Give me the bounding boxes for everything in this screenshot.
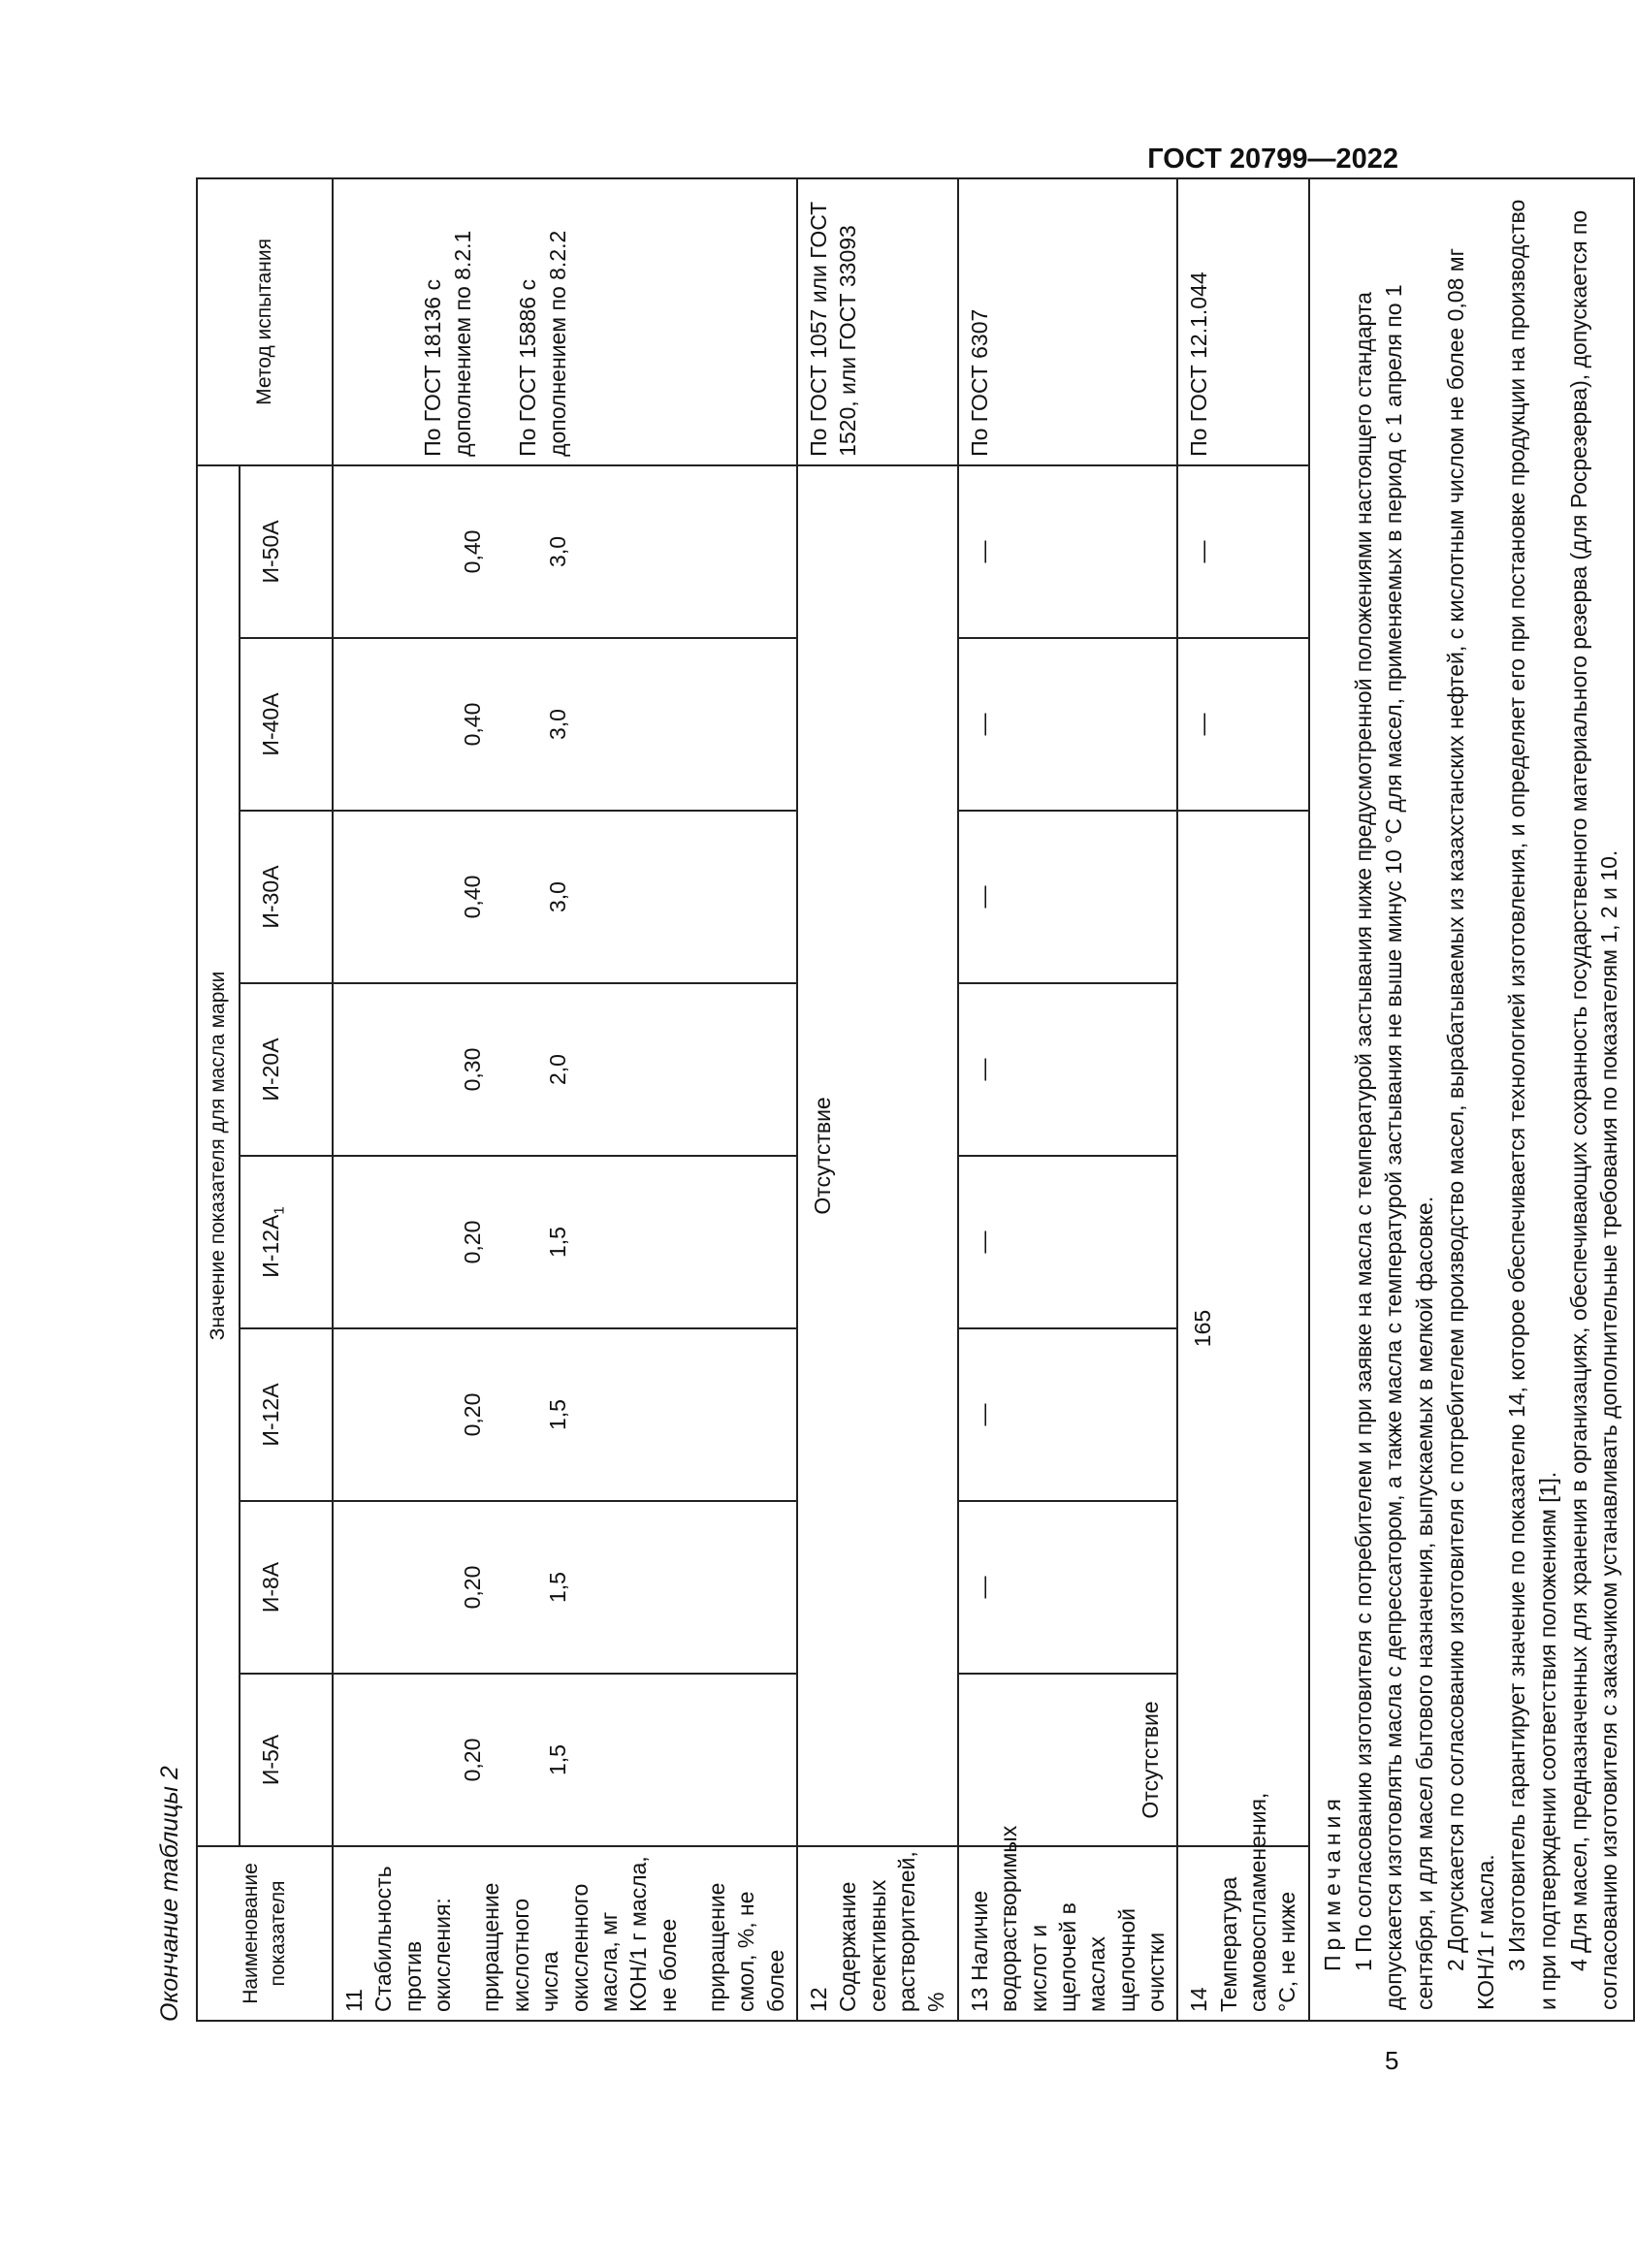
grade-header: И-8А xyxy=(240,1501,333,1674)
rotated-table-block xyxy=(156,179,1622,2022)
table-row-12 xyxy=(797,178,958,2021)
value-cell: 0,20 1,5 xyxy=(333,1156,797,1328)
row-12-value: Отсутствие xyxy=(797,465,958,1846)
value-cell: 0,30 2,0 xyxy=(333,983,797,1156)
value-cell: 0,20 1,5 xyxy=(333,1328,797,1501)
grade-header-text: И-12А xyxy=(258,1214,283,1278)
row-11-method xyxy=(333,178,797,465)
properties-table xyxy=(196,177,1635,2022)
table-row-13 xyxy=(958,178,1178,2021)
row-11-sub2-method: По ГОСТ 15886 с дополнением по 8.2.2 xyxy=(515,230,570,457)
table-caption: Окончание таблицы 2 xyxy=(156,1766,183,2022)
grade-header: И-5А xyxy=(240,1674,333,1846)
notes-row xyxy=(1309,178,1634,2021)
row-11-sub1-method: По ГОСТ 18136 с дополнением по 8.2.1 xyxy=(420,230,475,457)
grade-header: И-40А xyxy=(240,638,333,811)
row-13-method: По ГОСТ 6307 xyxy=(958,178,1178,465)
column-header-group: Значение показателя для масла марки xyxy=(197,465,240,1846)
row-13-name: 13 Наличие водорастворимых кислот и щелочей в маслах щелочной очистки xyxy=(958,1846,1178,2021)
dash-cell: — xyxy=(958,1501,1178,1674)
dash-cell: — xyxy=(958,465,1178,638)
grade-header: И-20А xyxy=(240,983,333,1156)
standard-header: ГОСТ 20799—2022 xyxy=(1147,144,1398,175)
note-item: 3 Изготовитель гарантирует значение по показателю 14, которое обеспечивается технологией изготовления, и определяет его при постановке продукции на производство и при подтверждении соответствия положениям [1]. xyxy=(1504,199,1560,2010)
value-cell: 0,40 3,0 xyxy=(333,465,797,638)
header-row xyxy=(197,178,240,2021)
table-row-11 xyxy=(333,178,797,2021)
row-11-title: 11 Стабильность против окисления: xyxy=(341,1866,456,2012)
note-item: 4 Для масел, предназначенных для хранения в организациях, обеспечивающих сохранность государственного материального резерва (для Росрезерва), допускается по согласованию изготовителя с заказчиком устанавливать дополнительные требования по показателям 1, 2 и 10. xyxy=(1565,209,1622,2010)
dash-cell: — xyxy=(958,811,1178,983)
row-14-method: По ГОСТ 12.1.044 xyxy=(1177,178,1308,465)
dash-cell: — xyxy=(1177,465,1308,638)
note-item: 1 По согласованию изготовителя с потребителем и при заявке на масла с температурой застывания ниже предусмотренной положениями настоящего стандарта допускается изготовлять масла с депрессатором, а также масла с температурой застывания не выше минус 10 °С для масел, применяемых в период с 1 апреля по 1 сентября, и для масел бытового назначения, выпускаемых в мелкой фасовке. xyxy=(1350,284,1437,2010)
table-row-14 xyxy=(1177,178,1308,2021)
dash-cell: — xyxy=(958,1156,1178,1328)
row-14-name: 14 Температура самовоспламенения, °С, не ниже xyxy=(1177,1846,1308,2021)
row-12-name: 12 Содержание селективных растворителей, % xyxy=(797,1846,958,2021)
row-12-method: По ГОСТ 1057 или ГОСТ 1520, или ГОСТ 33093 xyxy=(797,178,958,465)
page-number: 5 xyxy=(1385,2046,1399,2075)
value-cell: 0,40 3,0 xyxy=(333,811,797,983)
dash-cell: — xyxy=(958,983,1178,1156)
row-14-value: 165 xyxy=(1177,811,1308,1846)
value-cell: 0,20 1,5 xyxy=(333,1674,797,1846)
dash-cell: — xyxy=(1177,638,1308,811)
value-cell: 0,40 3,0 xyxy=(333,638,797,811)
grade-header: И-30А xyxy=(240,811,333,983)
dash-cell: — xyxy=(958,1328,1178,1501)
column-header-name: Наименование показателя xyxy=(197,1846,333,2021)
grade-header: И-50А xyxy=(240,465,333,638)
row-13-value: Отсутствие xyxy=(958,1674,1178,1846)
notes-heading: Примечания xyxy=(1319,1794,1345,1971)
note-item: 2 Допускается по согласованию изготовителя с потребителем производство масел, вырабатываемых из казахстанских нефтей, с кислотным числом не более 0,08 мг КОН/1 г масла. xyxy=(1442,248,1499,2010)
row-11-sub1-name: приращение кислотного числа окисленного масла, мг КОН/1 г масла, не более xyxy=(478,1856,681,2012)
row-11-sub2-name: приращение смол, %, не более xyxy=(703,1882,788,2012)
column-header-method: Метод испытания xyxy=(197,178,333,465)
notes-cell xyxy=(1309,178,1634,2021)
grade-subscript: 1 xyxy=(271,1206,288,1215)
dash-cell: — xyxy=(958,638,1178,811)
value-cell: 0,20 1,5 xyxy=(333,1501,797,1674)
row-11-name xyxy=(333,1846,797,2021)
grade-header: И-12А xyxy=(240,1328,333,1501)
grade-header-subscripted xyxy=(240,1156,333,1328)
